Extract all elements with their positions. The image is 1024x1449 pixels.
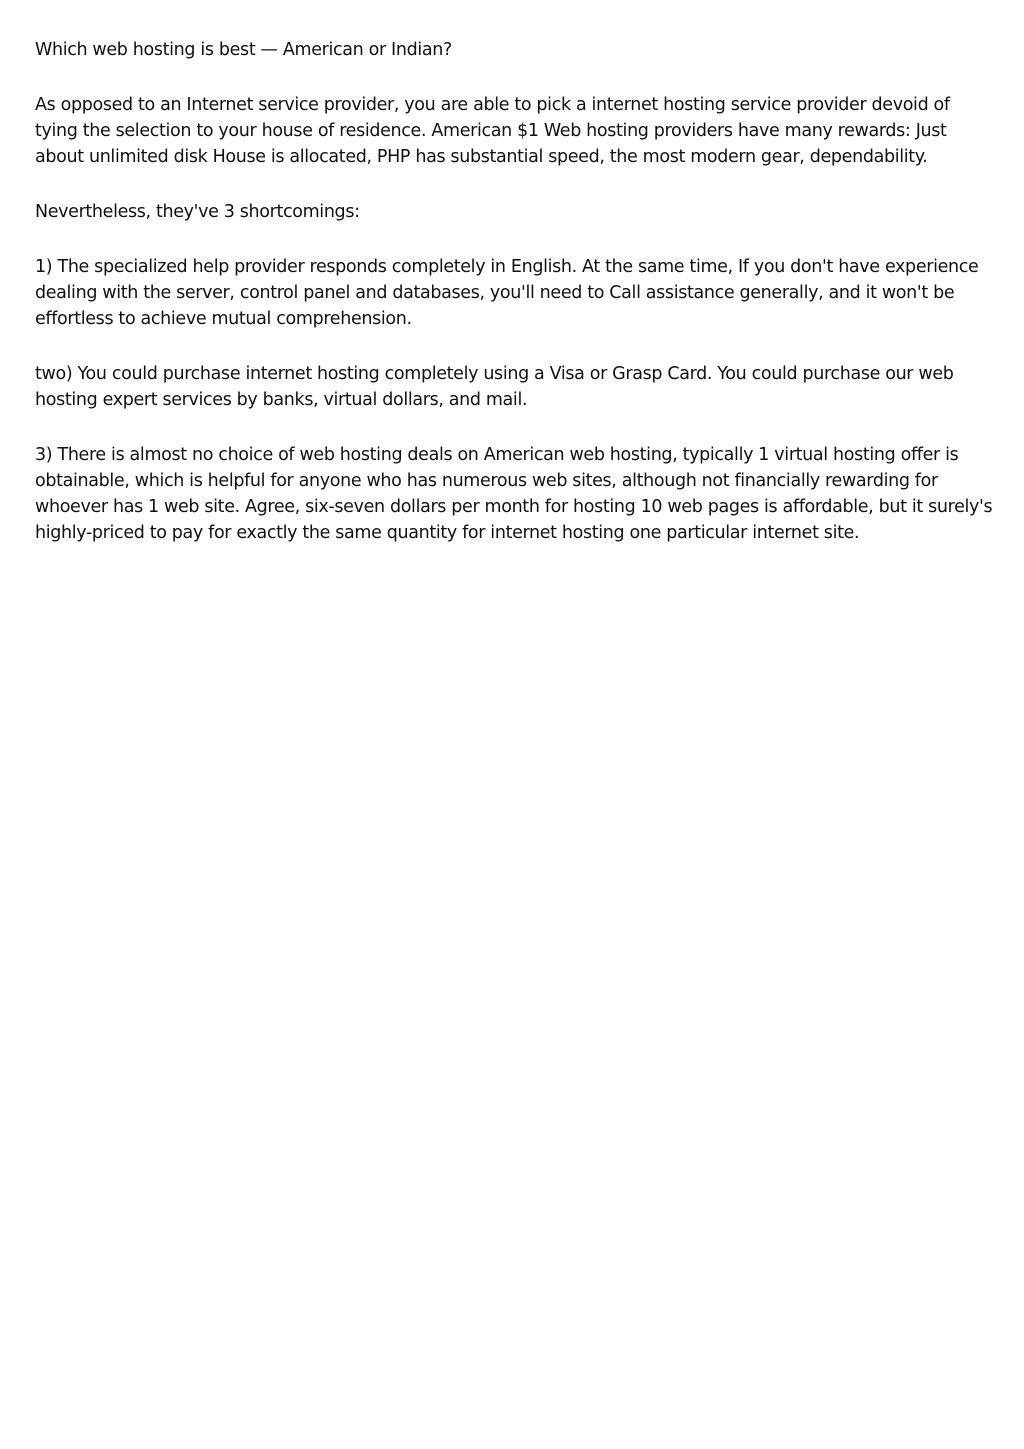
document-title: Which web hosting is best — American or Indian? bbox=[35, 40, 452, 60]
paragraph-shortcoming-1: 1) The specialized help provider responds completely in English. At the same time, If you don't have experience dealing with the server, control panel and databases, you'll need to Call assistance generally, and it won't be effortless to achieve mutual comprehension. bbox=[35, 257, 979, 329]
paragraph-shortcomings-lead: Nevertheless, they've 3 shortcomings: bbox=[35, 202, 360, 222]
paragraph-shortcoming-3: 3) There is almost no choice of web hosting deals on American web hosting, typically 1 virtual hosting offer is obtainable, which is helpful for anyone who has numerous web sites, although not financially rewarding for whoever has 1 web site. Agree, six-seven dollars per month for hosting 10 web pages is affordable, but it surely's highly-priced to pay for exactly the same quantity for internet hosting one particular internet site. bbox=[35, 445, 993, 543]
document-page bbox=[35, 37, 995, 575]
paragraph-intro: As opposed to an Internet service provider, you are able to pick a internet hosting service provider devoid of tying the selection to your house of residence. American $1 Web hosting providers have many rewards: Just about unlimited disk House is allocated, PHP has substantial speed, the most modern gear, dependability. bbox=[35, 95, 950, 167]
paragraph-shortcoming-2: two) You could purchase internet hosting completely using a Visa or Grasp Card. You could purchase our web hosting expert services by banks, virtual dollars, and mail. bbox=[35, 364, 954, 410]
